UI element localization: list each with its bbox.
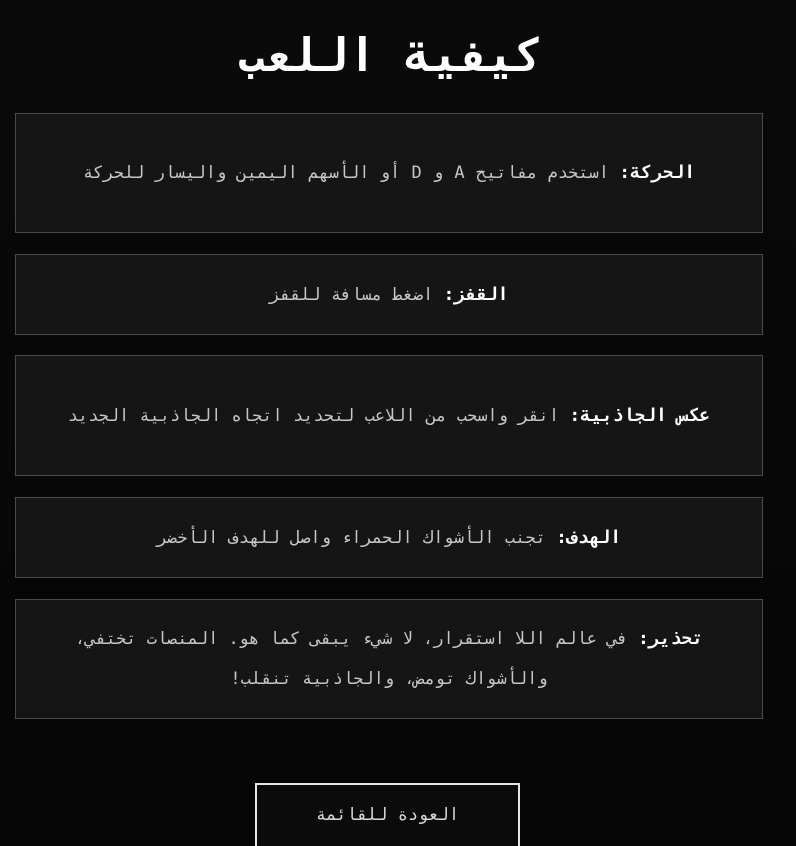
page-title: كيفية اللعب bbox=[237, 27, 543, 82]
instruction-label: تحذير: bbox=[637, 628, 703, 649]
instruction-label: الحركة: bbox=[619, 162, 696, 183]
instruction-label: عكس الجاذبية: bbox=[569, 404, 711, 426]
instruction-card-jump bbox=[15, 254, 763, 335]
instruction-card-gravity bbox=[15, 355, 763, 476]
instruction-body: تجنب الأشواك الحمراء واصل للهدف الأخضر bbox=[156, 527, 557, 548]
instruction-text bbox=[269, 275, 508, 315]
instruction-body: استخدم مفاتيح A و D أو الأسهم اليمين واليسار للحركة bbox=[82, 163, 620, 183]
instruction-card-warning bbox=[15, 599, 763, 719]
instruction-card-goal bbox=[15, 497, 763, 578]
instruction-text bbox=[68, 396, 710, 436]
instruction-label: القفز: bbox=[443, 283, 509, 305]
instruction-card-movement bbox=[15, 113, 763, 233]
instruction-body: في عالم اللا استقرار، لا شيء يبقى كما هو. المنصات تختفي، والأشواك تومض، والجاذبية تنقلب! bbox=[75, 629, 638, 689]
instruction-body: اضغط مسافة للقفز bbox=[269, 284, 444, 305]
instruction-body: انقر واسحب من اللاعب لتحديد اتجاه الجاذبية الجديد bbox=[67, 405, 570, 426]
instruction-text bbox=[157, 518, 621, 558]
instruction-text bbox=[50, 619, 728, 699]
back-to-menu-button[interactable]: العودة للقائمة bbox=[255, 783, 520, 846]
instruction-label: الهدف: bbox=[556, 526, 622, 548]
instruction-text bbox=[83, 153, 695, 193]
